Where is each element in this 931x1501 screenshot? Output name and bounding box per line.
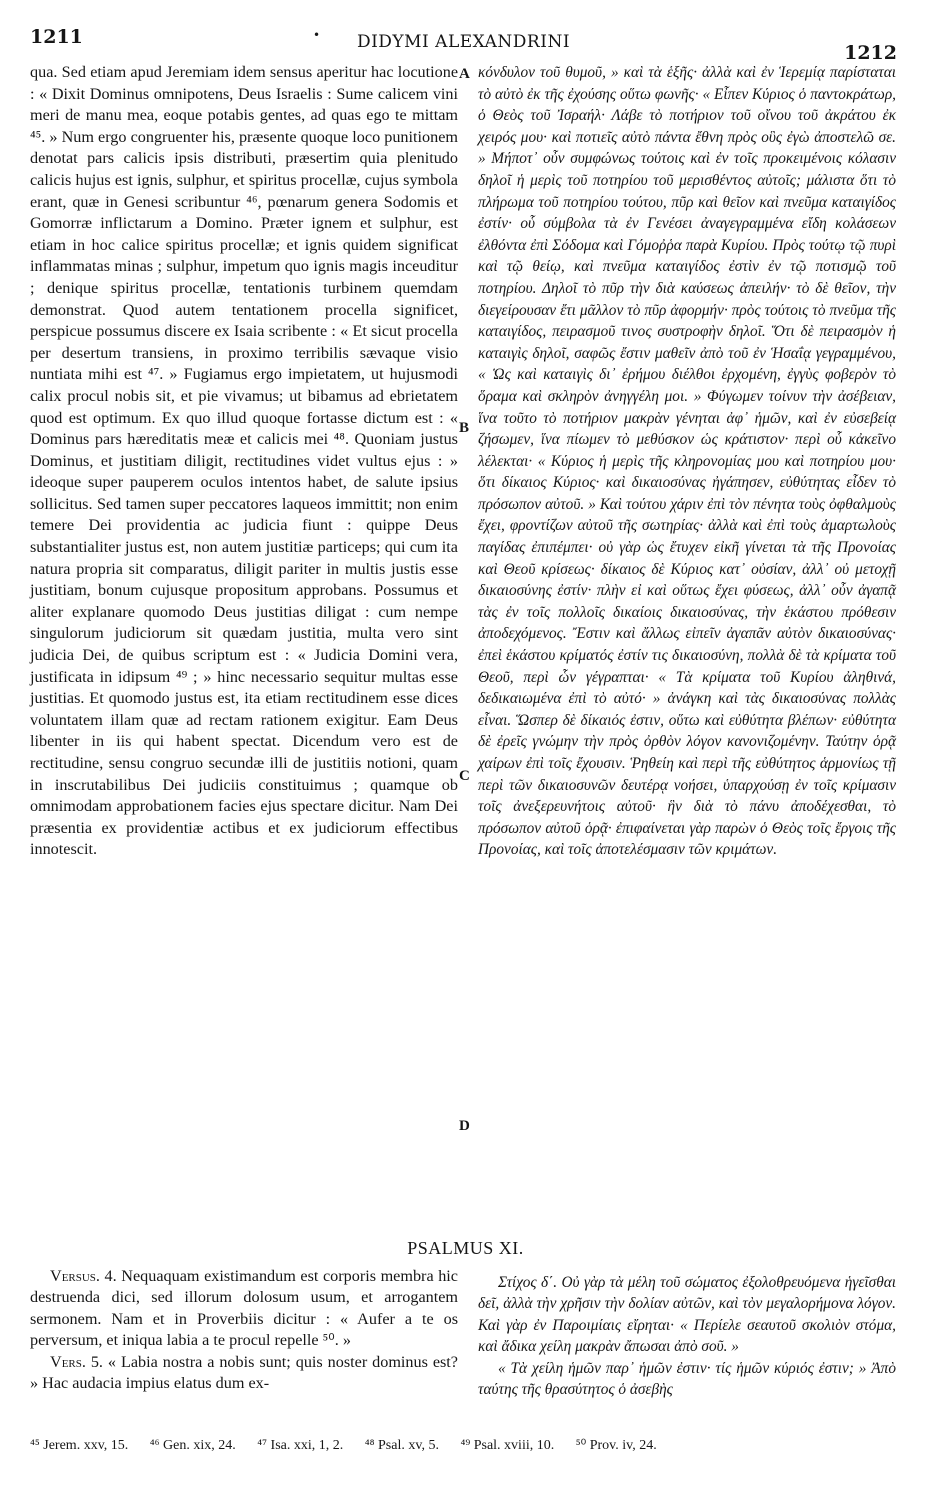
latin-verse-4 xyxy=(30,1266,458,1352)
greek-commentary-text: κόνδυλον τοῦ θυμοῦ, » καὶ τὰ ἑξῆς· ἀλλὰ καὶ ἐν Ἱερεμίᾳ παρίσταται τὸ αὐτὸ ἐκ τῆς ἐχούσης οὕτω φωνῆς· « Εἶπεν Κύριος ὁ παντοκράτωρ, ὁ Θεὸς τοῦ Ἰσραήλ· Λάβε τὸ ποτήριον τοῦ οἴνου τοῦ ἀκράτου ἐκ χειρός μου· καὶ ποτιεῖς αὐτὸ πάντα ἔθνη πρὸς οὓς ἐγὼ ἀποστελῶ σε. » Μήποτ᾽ οὖν συμφώνως τούτοις καὶ ἐν τοῖς προκειμένοις κόλασιν δηλοῖ ἡ μερὶς τοῦ ποτηρίου τοῦ μερισθέντος αὐτοῖς; μάλιστα ὅτι τὸ πλήρωμα τοῦ ποτηρίου τούτου, πῦρ καὶ θεῖον καὶ πνεῦμα καταιγίδος ἐστίν· οὗ σύμβολα τὰ ἐν Γενέσει ἀναγεγραμμένα εἴδη κολάσεων ἐλθόντα ἐπὶ Σόδομα καὶ Γόμοῤῥα παρὰ Κυρίου. Πρὸς τούτῳ τῷ πυρὶ καὶ τῷ θείῳ, καὶ πνεῦμα καταιγίδος ἐστὶν ἐν τῷ ποτισμῷ τοῦ ποτηρίου. Δηλοῖ τὸ πῦρ τὴν διὰ καύσεως ἀπειλήν· τὸ δὲ θεῖον, τὴν διεγείρουσαν ἔτι μᾶλλον τὸ πῦρ ἀφορμήν· πρὸς τούτοις τὸ πνεῦμα τῆς καταιγίδος, πειρασμοῦ τινος συστροφὴν δηλοῖ. Ὅτι δὲ πειρασμὸν ἡ καταιγὶς δηλοῖ, σαφῶς ἔστιν μαθεῖν ἀπὸ τοῦ ἐν Ἡσαΐᾳ γεγραμμένου, « Ὡς καὶ καταιγὶς δι᾽ ἐρήμου διέλθοι ἐρχομένη, ἐγγὺς φοβερὸν τὸ ὅραμα καὶ σκληρὸν ἀνηγγέλη μοι. » Φύγωμεν τοίνυν τὴν ἀσέβειαν, ἵνα τοῦτο τὸ ποτήριον μακρὰν γένηται ἀφ᾽ ἡμῶν, καὶ ἐν εὐσεβείᾳ ζήσωμεν, ἵνα πίωμεν τὸ μεθύσκον ὡς κράτιστον· περὶ οὗ κἀκεῖνο λέλεκται· « Κύριος ἡ μερὶς τῆς κληρονομίας μου καὶ ποτηρίου μου· ὅτι δίκαιος Κύριος· καὶ δικαιοσύνας ἠγάπησεν, εὐθύτητας εἶδεν τὸ πρόσωπον αὐτοῦ. » Καὶ τούτου χάριν ἐπὶ τὸν πένητα τοὺς ὀφθαλμοὺς ἔχει, φροντίζων αὐτοῦ τῆς σωτηρίας· ἀλλὰ καὶ ἐπὶ τοὺς ἁμαρτωλοὺς παγίδας ἐπιπέμπει· οὐ γὰρ ὡς ἔτυχεν εἰκῆ γίνεται τὰ τῆς Προνοίας καὶ Θεοῦ κρίσεως· δίκαιος δὲ Κύριος κατ᾽ οὐσίαν, ἀλλ᾽ οὐ μετοχῇ δικαιοσύνης ἐστίν· πλὴν εἰ καὶ οὕτως ἔχει φύσεως, ἀλλ᾽ οὖν ἀγαπᾷ τὰς ἐν τοῖς πολλοῖς δικαίοις δικαιοσύνας, τὴν ἑκάστου πρόθεσιν ἀποδεχόμενος. Ἔστιν καὶ ἄλλως εἰπεῖν ἀγαπᾶν αὐτὸν δικαιοσύνας· ἐπεὶ ἑκάστου κρίματός ἐστίν τις δικαιοσύνη, πολλὰ δὲ τὰ κρίματα τοῦ Θεοῦ, περὶ ὧν γέγραπται· « Τὰ κρίματα τοῦ Κυρίου ἀληθινά, δεδικαιωμένα ἐπὶ τὸ αὐτό· » ἀνάγκη καὶ τὰς δικαιοσύνας πολλὰς εἶναι. Ὥσπερ δὲ δίκαιός ἐστιν, οὕτω καὶ εὐθύτητα βλέπων· εὐθύτητα δὲ ἐρεῖς γνώμην τὴν πρὸς ὀρθὸν λόγον κανονιζομένην. Ταύτην ὁρᾷ χαίρων ἐπὶ τοῖς ἔχουσιν. Ῥηθείη καὶ περὶ τῆς εὐθύτητος ἁρμονίως τῇ περὶ τῶν δικαιοσυνῶν δευτέρᾳ νοήσει, ὑπαρχούσῃ ἐν τοῖς κρίμασιν τοῖς ἀνεξερευνήτοις αὐτοῦ· ἣν διὰ τὸ πάνυ ἀποδέχεσθαι, τὸ πρόσωπον αὐτοῦ ὁρᾷ· ἐπιφαίνεται γὰρ παρὼν ὁ Θεὸς τοῖς ἔργοις τῆς Προνοίας, καὶ τοῖς ἀποτελέσμασιν τῶν κριμάτων. xyxy=(478,64,896,859)
latin-column-top xyxy=(30,62,458,861)
greek-verse-5: « Τὰ χείλη ἡμῶν παρ᾽ ἡμῶν ἐστιν· τίς ἡμῶν κύριός ἐστιν; » Ἀπὸ ταύτης τῆς θρασύτητος ὁ ἀσεβὴς xyxy=(478,1359,896,1399)
footnote: ⁴⁹ Psal. xviii, 10. xyxy=(460,1438,555,1453)
footnote: ⁴⁸ Psal. xv, 5. xyxy=(364,1438,439,1453)
latin-commentary-text: qua. Sed etiam apud Jeremiam idem sensus aperitur hac locutione : « Dixit Dominus omnipotens, Deus Israelis : Sume calicem vini meri de manu mea, eoque potabis gentes, ad quas ego te mittam ⁴⁵. » Num ergo congruenter his, præsente quoque loco punitionem denotat pars calicis ipsis distributi, præsertim quia plenitudo calicis hujus est ignis, sulphur, et spiritus procellæ, cujus symbola erant, quæ in Genesi scribuntur ⁴⁶, pœnarum genera Sodomis et Gomorræ inflictarum a Domino. Præter ignem et sulphur, est etiam in hoc calice spiritus procellæ; et ignis quidem significat inflammatas minas ; sulphur, impetum quo ignis magis inceuditur ; denique spiritus procellæ, tentationis turbinem quemdam demonstrat. Quod autem tentationem procella significet, perspicue possumus discere ex Isaia scribente : « Et sicut procella per desertum transiens, in proximo terribilis sævaque visio nuntiata mihi est ⁴⁷. » Fugiamus ergo impietatem, ut hujusmodi calix procul nobis sit, et pie vivamus; ut bibamus ad ebrietatem quod est optimum. Ex quo illud quoque fortasse dictum est : « Dominus pars hæreditatis meæ et calicis mei ⁴⁸. Quoniam justus Dominus, et justitiam diligit, rectitudines videt vultus ejus : » ideoque super pauperem oculos intentos habet, de salute ipsius sollicitus. Sed tamen super peccatores laqueos immittit; non enim temere Dei providentia ac judicia fiunt : quippe Deus substantialiter justus est, non autem justitiæ particeps; qui cum ita natura propria sit comparatus, diligit pariter in multis justis esse justitiam, bonum cujusque propositum approbans. Possumus et aliter explanare quomodo Deus justitias diligat : cum nempe singulorum judiciorum sit quædam justitia, multa vero sint judicia Dei, de quibus scriptum est : « Judicia Domini vera, justificata in idipsum ⁴⁹ ; » hinc necessario sequitur multas esse justitias. Et quomodo justus est, ita etiam rectitudinem esse dices voluntatem illam quæ ad rectam rationem exigitur. Eam Deus libenter in iis qui habent spectat. Dicendum vero est de rectitudine, sensu congruo secundæ illi de justitiis notioni, quam in inscrutabilibus Dei judiciis constituimus ; quamque ob omnimodam approbationem facies ejus spectare dicitur. Nam Dei præsentia ex providentiæ actibus et ex judiciorum effectibus innotescit. xyxy=(30,63,458,859)
verse-label: Vers. 5. xyxy=(50,1352,103,1371)
footnotes xyxy=(30,1436,901,1455)
greek-column-bottom xyxy=(478,1272,896,1400)
page-header xyxy=(30,26,897,64)
margin-letter-b: B xyxy=(459,420,470,436)
footnote: ⁴⁷ Isa. xxi, 1, 2. xyxy=(257,1438,344,1453)
psalm-heading: PSALMUS XI. xyxy=(407,1238,524,1258)
footnote: ⁴⁵ Jerem. xxv, 15. xyxy=(30,1438,129,1453)
verse-text: « Labia nostra a nobis sunt; quis noster dominus est? » Hac audacia impius elatus dum ex- xyxy=(30,1352,458,1393)
margin-letter-c: C xyxy=(459,768,470,784)
margin-letter-d: D xyxy=(459,1118,470,1134)
page-number-right: 1212 xyxy=(844,42,897,64)
verse-label: Versus. 4. xyxy=(50,1267,117,1285)
greek-column-top xyxy=(478,62,896,861)
footnote: ⁵⁰ Prov. iv, 24. xyxy=(575,1438,657,1453)
footnote: ⁴⁶ Gen. xix, 24. xyxy=(149,1438,236,1453)
greek-verse-4: Στίχος δ΄. Οὐ γὰρ τὰ μέλη τοῦ σώματος ἐξολοθρευόμενα ἡγεῖσθαι δεῖ, ἀλλὰ τὴν χρῆσιν τὴν δολίαν αὐτῶν, καὶ τὸν μεγαλορήμονα λόγον. Καὶ γὰρ ἐν Παροιμίαις εἴρηται· « Περίελε σεαυτοῦ σκολιὸν στόμα, καὶ ἄδικα χείλη μακρὰν ἄπωσαι ἀπὸ σοῦ. » xyxy=(478,1274,896,1356)
latin-column-bottom xyxy=(30,1266,458,1394)
running-title: DIDYMI ALEXANDRINI xyxy=(356,32,571,52)
latin-verse-5 xyxy=(30,1352,458,1395)
page-number-left: 1211 xyxy=(30,26,83,48)
header-mark: • xyxy=(313,28,321,42)
margin-letter-a: A xyxy=(459,66,470,82)
verse-text: Nequaquam existimandum est corporis membra hic destruenda dici, sed illorum dolosum usum, et arrogantem sermonem. Nam et in Proverbiis dicitur : « Aufer a te os perversum, et iniqua labia a te procul repelle ⁵⁰. » xyxy=(30,1267,458,1350)
